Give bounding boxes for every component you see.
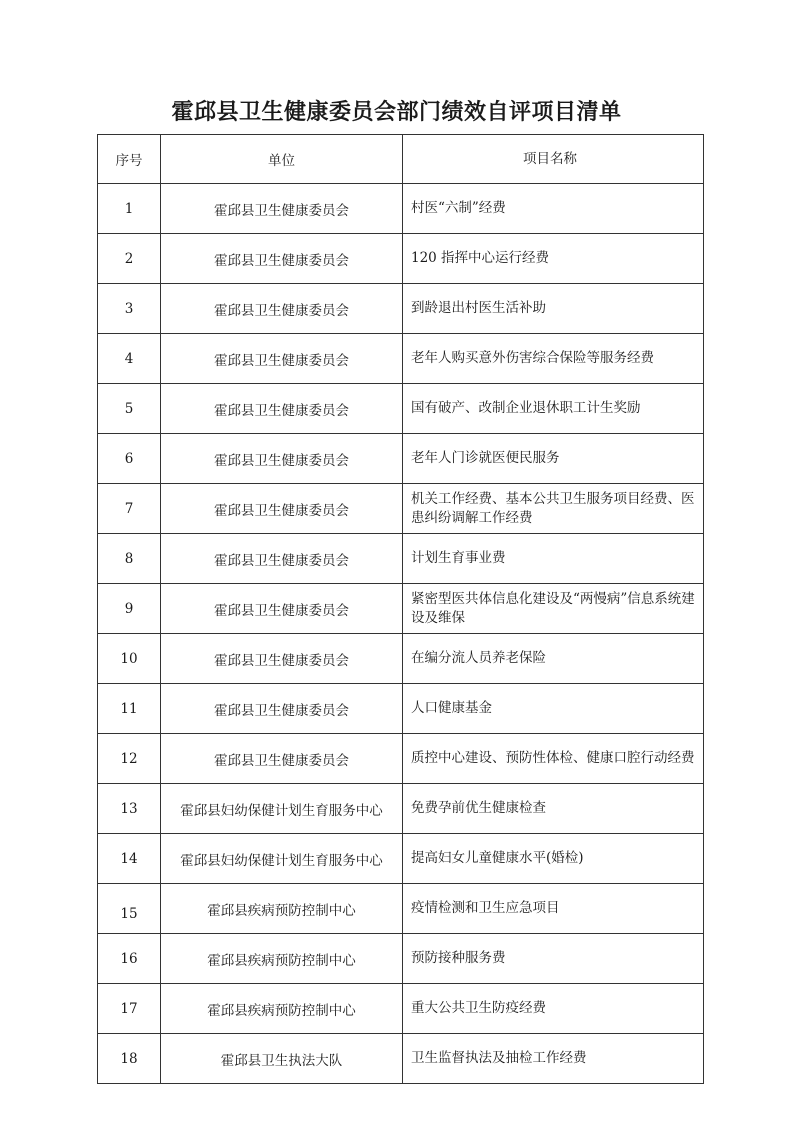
- page-title: 霍邱县卫生健康委员会部门绩效自评项目清单: [171, 100, 622, 125]
- table-row: [98, 934, 704, 984]
- cell-project-name: 人口健康基金: [403, 684, 704, 734]
- cell-project-name: 机关工作经费、基本公共卫生服务项目经费、医患纠纷调解工作经费: [403, 484, 704, 534]
- cell-unit: 霍邱县疾病预防控制中心: [161, 984, 403, 1034]
- table-row: [98, 984, 704, 1034]
- cell-serial-number: 16: [98, 934, 161, 984]
- cell-project-name: 免费孕前优生健康检查: [403, 784, 704, 834]
- cell-project-name: 到龄退出村医生活补助: [403, 284, 704, 334]
- cell-unit: 霍邱县卫生健康委员会: [161, 234, 403, 284]
- table-row: [98, 284, 704, 334]
- cell-project-name: 提高妇女儿童健康水平(婚检): [403, 834, 704, 884]
- cell-serial-number: 2: [98, 234, 161, 284]
- header-project-name: 项目名称: [403, 135, 704, 184]
- cell-unit: 霍邱县卫生健康委员会: [161, 334, 403, 384]
- cell-unit: 霍邱县妇幼保健计划生育服务中心: [161, 834, 403, 884]
- table-row: [98, 484, 704, 534]
- table-row: [98, 884, 704, 934]
- cell-serial-number: 18: [98, 1034, 161, 1084]
- cell-unit: 霍邱县卫生健康委员会: [161, 634, 403, 684]
- cell-unit: 霍邱县卫生执法大队: [161, 1034, 403, 1084]
- cell-serial-number: 12: [98, 734, 161, 784]
- cell-unit: 霍邱县妇幼保健计划生育服务中心: [161, 784, 403, 834]
- table-row: [98, 1034, 704, 1084]
- table-row: [98, 234, 704, 284]
- table-row: [98, 384, 704, 434]
- cell-project-name: 老年人购买意外伤害综合保险等服务经费: [403, 334, 704, 384]
- cell-project-name: 村医“六制”经费: [403, 184, 704, 234]
- cell-unit: 霍邱县卫生健康委员会: [161, 484, 403, 534]
- cell-project-name: 计划生育事业费: [403, 534, 704, 584]
- cell-project-name: 120 指挥中心运行经费: [403, 234, 704, 284]
- cell-unit: 霍邱县卫生健康委员会: [161, 734, 403, 784]
- cell-serial-number: 3: [98, 284, 161, 334]
- cell-project-name: 国有破产、改制企业退休职工计生奖励: [403, 384, 704, 434]
- cell-project-name: 卫生监督执法及抽检工作经费: [403, 1034, 704, 1084]
- cell-unit: 霍邱县卫生健康委员会: [161, 184, 403, 234]
- table-row: [98, 434, 704, 484]
- project-list-table: [97, 134, 704, 1084]
- cell-serial-number: 7: [98, 484, 161, 534]
- cell-serial-number: 11: [98, 684, 161, 734]
- cell-unit: 霍邱县卫生健康委员会: [161, 284, 403, 334]
- cell-project-name: 预防接种服务费: [403, 934, 704, 984]
- header-unit: 单位: [161, 135, 403, 184]
- cell-serial-number: 6: [98, 434, 161, 484]
- cell-serial-number: 13: [98, 784, 161, 834]
- cell-project-name: 质控中心建设、预防性体检、健康口腔行动经费: [403, 734, 704, 784]
- table-header-row: [98, 135, 704, 184]
- table-row: [98, 834, 704, 884]
- table-row: [98, 684, 704, 734]
- table-row: [98, 584, 704, 634]
- cell-serial-number: 10: [98, 634, 161, 684]
- cell-unit: 霍邱县疾病预防控制中心: [161, 934, 403, 984]
- cell-project-name: 疫情检测和卫生应急项目: [403, 884, 704, 934]
- cell-serial-number: 9: [98, 584, 161, 634]
- cell-project-name: 在编分流人员养老保险: [403, 634, 704, 684]
- cell-unit: 霍邱县卫生健康委员会: [161, 434, 403, 484]
- cell-serial-number: 4: [98, 334, 161, 384]
- cell-serial-number: 17: [98, 984, 161, 1034]
- cell-project-name: 紧密型医共体信息化建设及“两慢病”信息系统建设及维保: [403, 584, 704, 634]
- cell-project-name: 重大公共卫生防疫经费: [403, 984, 704, 1034]
- table-row: [98, 334, 704, 384]
- cell-serial-number: 15: [98, 884, 161, 934]
- cell-serial-number: 1: [98, 184, 161, 234]
- cell-unit: 霍邱县卫生健康委员会: [161, 384, 403, 434]
- cell-unit: 霍邱县疾病预防控制中心: [161, 884, 403, 934]
- cell-serial-number: 14: [98, 834, 161, 884]
- cell-unit: 霍邱县卫生健康委员会: [161, 584, 403, 634]
- cell-serial-number: 8: [98, 534, 161, 584]
- table-row: [98, 534, 704, 584]
- cell-serial-number: 5: [98, 384, 161, 434]
- cell-unit: 霍邱县卫生健康委员会: [161, 684, 403, 734]
- table-row: [98, 734, 704, 784]
- cell-project-name: 老年人门诊就医便民服务: [403, 434, 704, 484]
- cell-unit: 霍邱县卫生健康委员会: [161, 534, 403, 584]
- header-serial-number: 序号: [98, 135, 161, 184]
- table-row: [98, 634, 704, 684]
- table-row: [98, 184, 704, 234]
- table-row: [98, 784, 704, 834]
